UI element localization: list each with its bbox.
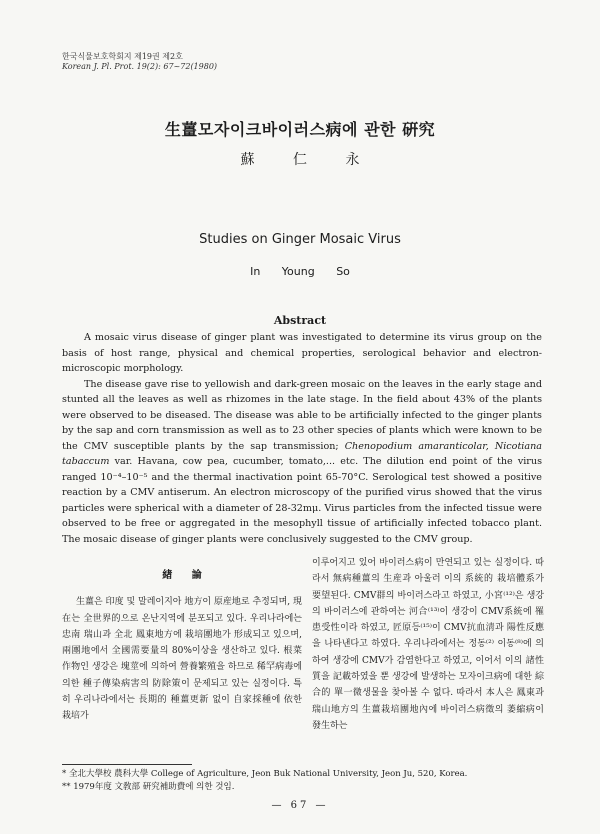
abstract-paragraph-2 xyxy=(62,377,542,548)
footnote-affiliation: * 全北大學校 農科大學 College of Agriculture, Jeon Buk National University, Jeon Ju, 520, Korea. xyxy=(62,769,468,779)
right-column xyxy=(312,555,544,734)
introduction-heading: 緖 論 xyxy=(162,570,202,581)
footnotes xyxy=(62,768,552,794)
abstract-paragraph-1: A mosaic virus disease of ginger plant was investigated to determine its virus group on the basis of host range, physical and chemical properties, serological behavior and electron-microscopic morphology. xyxy=(62,332,542,374)
abstract-heading: Abstract xyxy=(273,314,327,327)
journal-citation xyxy=(62,52,217,72)
abstract-body xyxy=(62,330,542,547)
introduction-column xyxy=(62,568,302,725)
introduction-text: 生薑은 印度 및 말레이지아 地方이 原産地로 추정되며, 現在는 全世界的으로 온난지역에 분포되고 있다. 우리나라에는 忠南 瑞山과 全北 鳳東地方에 栽培團地가 形成되고 있으며, 兩團地에서 全國需要量의 80%이상을 생산하고 있다. 根菜作物인 생강은 塊莖에 의하여 營養繁殖을 하므로 稀罕病毒에 의한 種子傳染病害의 防除策이 문제되고 있는 실정이다. 특히 우리나라에서는 長期的 種薑更新 없이 自家採種에 依한 栽培가 xyxy=(62,597,302,722)
abstract-text: var. Havana, cow pea, cucumber, tomato,... etc. The dilution end point of the virus ranged 10⁻⁴–10⁻⁵ and the thermal inactivation point 65-70°C. Serological test showed a positive reaction by a CMV antiserum. An electron microscopy of the purified virus showed that the virus particles were spherical with a diameter of 28-32mμ. Virus particles from the infected tissue were observed to be free or aggregated in the mesophyll tissue of artificially infected tobacco plant. The mosaic disease of ginger plants were conclusively suggested to the CMV group. xyxy=(62,456,542,545)
footnote-funding: ** 1979年度 文敎部 硏究補助費에 의한 것임. xyxy=(62,782,235,792)
journal-name-korean: 한국식물보호학회지 제19권 제2호 xyxy=(62,52,183,61)
abstract-text: The disease gave rise to yellowish and dark-green mosaic on the leaves in the early stage and stunted all the leaves as well as rhizomes in the late stage. In the field about 43% of the plants were observed to be diseased. The disease was able to be artificially infected to the ginger plants by the sap and corn transmission as well as to 23 other species of plants which were known to be the CMV susceptible plants by the sap transmission; xyxy=(62,378,542,452)
right-column-text: 이루어지고 있어 바이러스病이 만연되고 있는 실정이다. 따라서 無病種薑의 生産과 아울러 이의 系統的 栽培體系가 要望된다. CMV群의 바이러스라고 하였고, 小宮⁽¹²⁾은 생강의 바이러스에 관하여는 河合⁽¹³⁾이 생강이 CMV系統에 罹患受性이라 하였고, 匠原등⁽¹⁵⁾이 CMV抗血淸과 陽性反應을 나타낸다고 하였다. 우리나라에서는 정동⁽²⁾ 이동⁽⁸⁾에 의하여 생강에 CMV가 감염한다고 하였고, 이어서 이의 諸性質을 記載하였을 뿐 생강에 발생하는 모자이크病에 대한 綜合的 單一微생물을 찾아볼 수 없다. 따라서 本人은 鳳東과 瑞山地方의 生薑栽培團地內에 바이러스病徵의 萎縮病이 發生하는 xyxy=(312,558,544,731)
korean-author: 蘇 仁 永 xyxy=(240,152,360,168)
page-number: — 67 — xyxy=(271,800,329,811)
korean-title: 生薑모자이크바이러스病에 관한 硏究 xyxy=(164,120,436,139)
english-title: Studies on Ginger Mosaic Virus xyxy=(199,232,401,247)
journal-name-english: Korean J. Pl. Prot. 19(2): 67~72(1980) xyxy=(62,62,218,71)
english-author: In Young So xyxy=(250,265,350,278)
footnote-divider xyxy=(62,764,192,765)
species-names: Chenopodium amaranticolar, Nicotiana tabaccum xyxy=(62,440,542,467)
